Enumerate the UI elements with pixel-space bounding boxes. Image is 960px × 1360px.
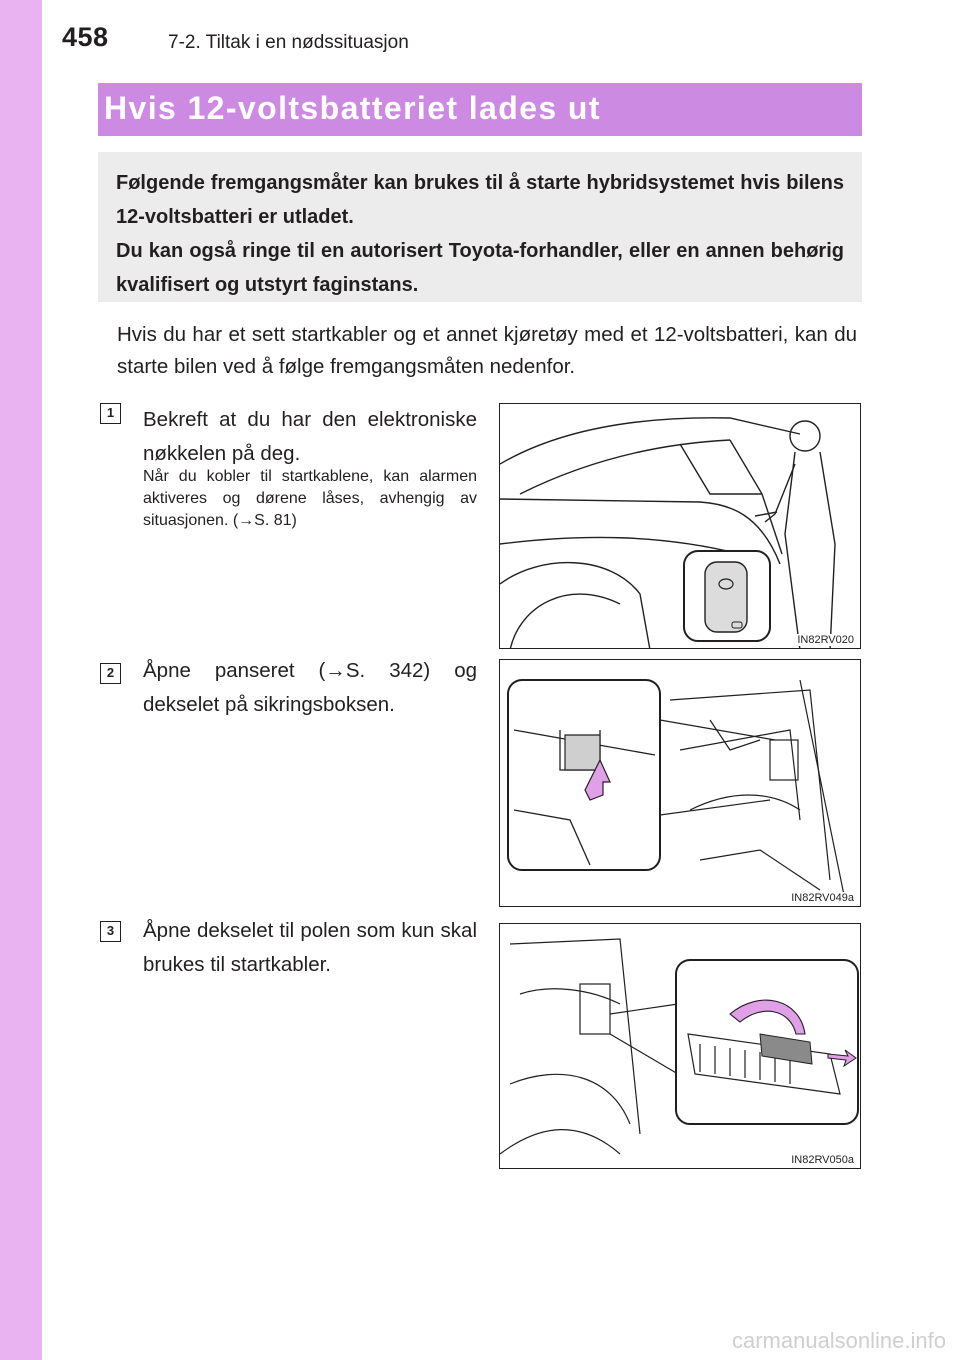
car-door-illustration xyxy=(500,404,861,649)
figure-code-2: IN82RV049a xyxy=(791,892,854,904)
step-1-text: Bekreft at du har den elektroniske nøkkelen på deg. xyxy=(143,408,477,465)
figure-code-1: IN82RV020 xyxy=(797,634,854,646)
section-reference: 7-2. Tiltak i en nødssituasjon xyxy=(168,32,409,53)
intro-paragraph-1: Følgende fremgangsmåter kan brukes til å starte hybridsystemet hvis bilens 12-voltsbatteri er utladet. xyxy=(116,172,844,228)
step-number-1: 1 xyxy=(100,403,121,424)
step-3-text: Åpne dekselet til polen som kun skal brukes til startkabler. xyxy=(143,919,477,976)
side-tab-strip xyxy=(0,0,42,1360)
engine-bay-illustration xyxy=(500,660,861,907)
footer-watermark: carmanualsonline.info xyxy=(731,1328,946,1353)
page-title: Hvis 12-voltsbatteriet lades ut xyxy=(104,90,601,126)
step-number-2: 2 xyxy=(100,663,121,684)
figure-fuse-box-cover xyxy=(499,659,861,907)
figure-key-check xyxy=(499,403,861,649)
lead-paragraph: Hvis du har et sett startkabler og et annet kjøretøy med et 12-voltsbatteri, kan du starte bilen ved å følge fremgangsmåten nedenfor. xyxy=(117,323,857,378)
step-number-3: 3 xyxy=(100,921,121,942)
intro-text xyxy=(116,166,844,302)
intro-paragraph-2: Du kan også ringe til en autorisert Toyota-forhandler, eller en annen behørig kvalifisert og utstyrt faginstans. xyxy=(116,240,844,296)
step-1-note: Når du kobler til startkablene, kan alarmen aktiveres og dørene låses, avhengig av situasjonen. (→S. 81) xyxy=(143,468,477,529)
step-2-text: Åpne panseret (→S. 342) og dekselet på sikringsboksen. xyxy=(143,659,477,716)
figure-jump-terminal-cover xyxy=(499,923,861,1169)
figure-code-3: IN82RV050a xyxy=(791,1154,854,1166)
terminal-cover-illustration xyxy=(500,924,861,1169)
page-number: 458 xyxy=(62,22,109,52)
